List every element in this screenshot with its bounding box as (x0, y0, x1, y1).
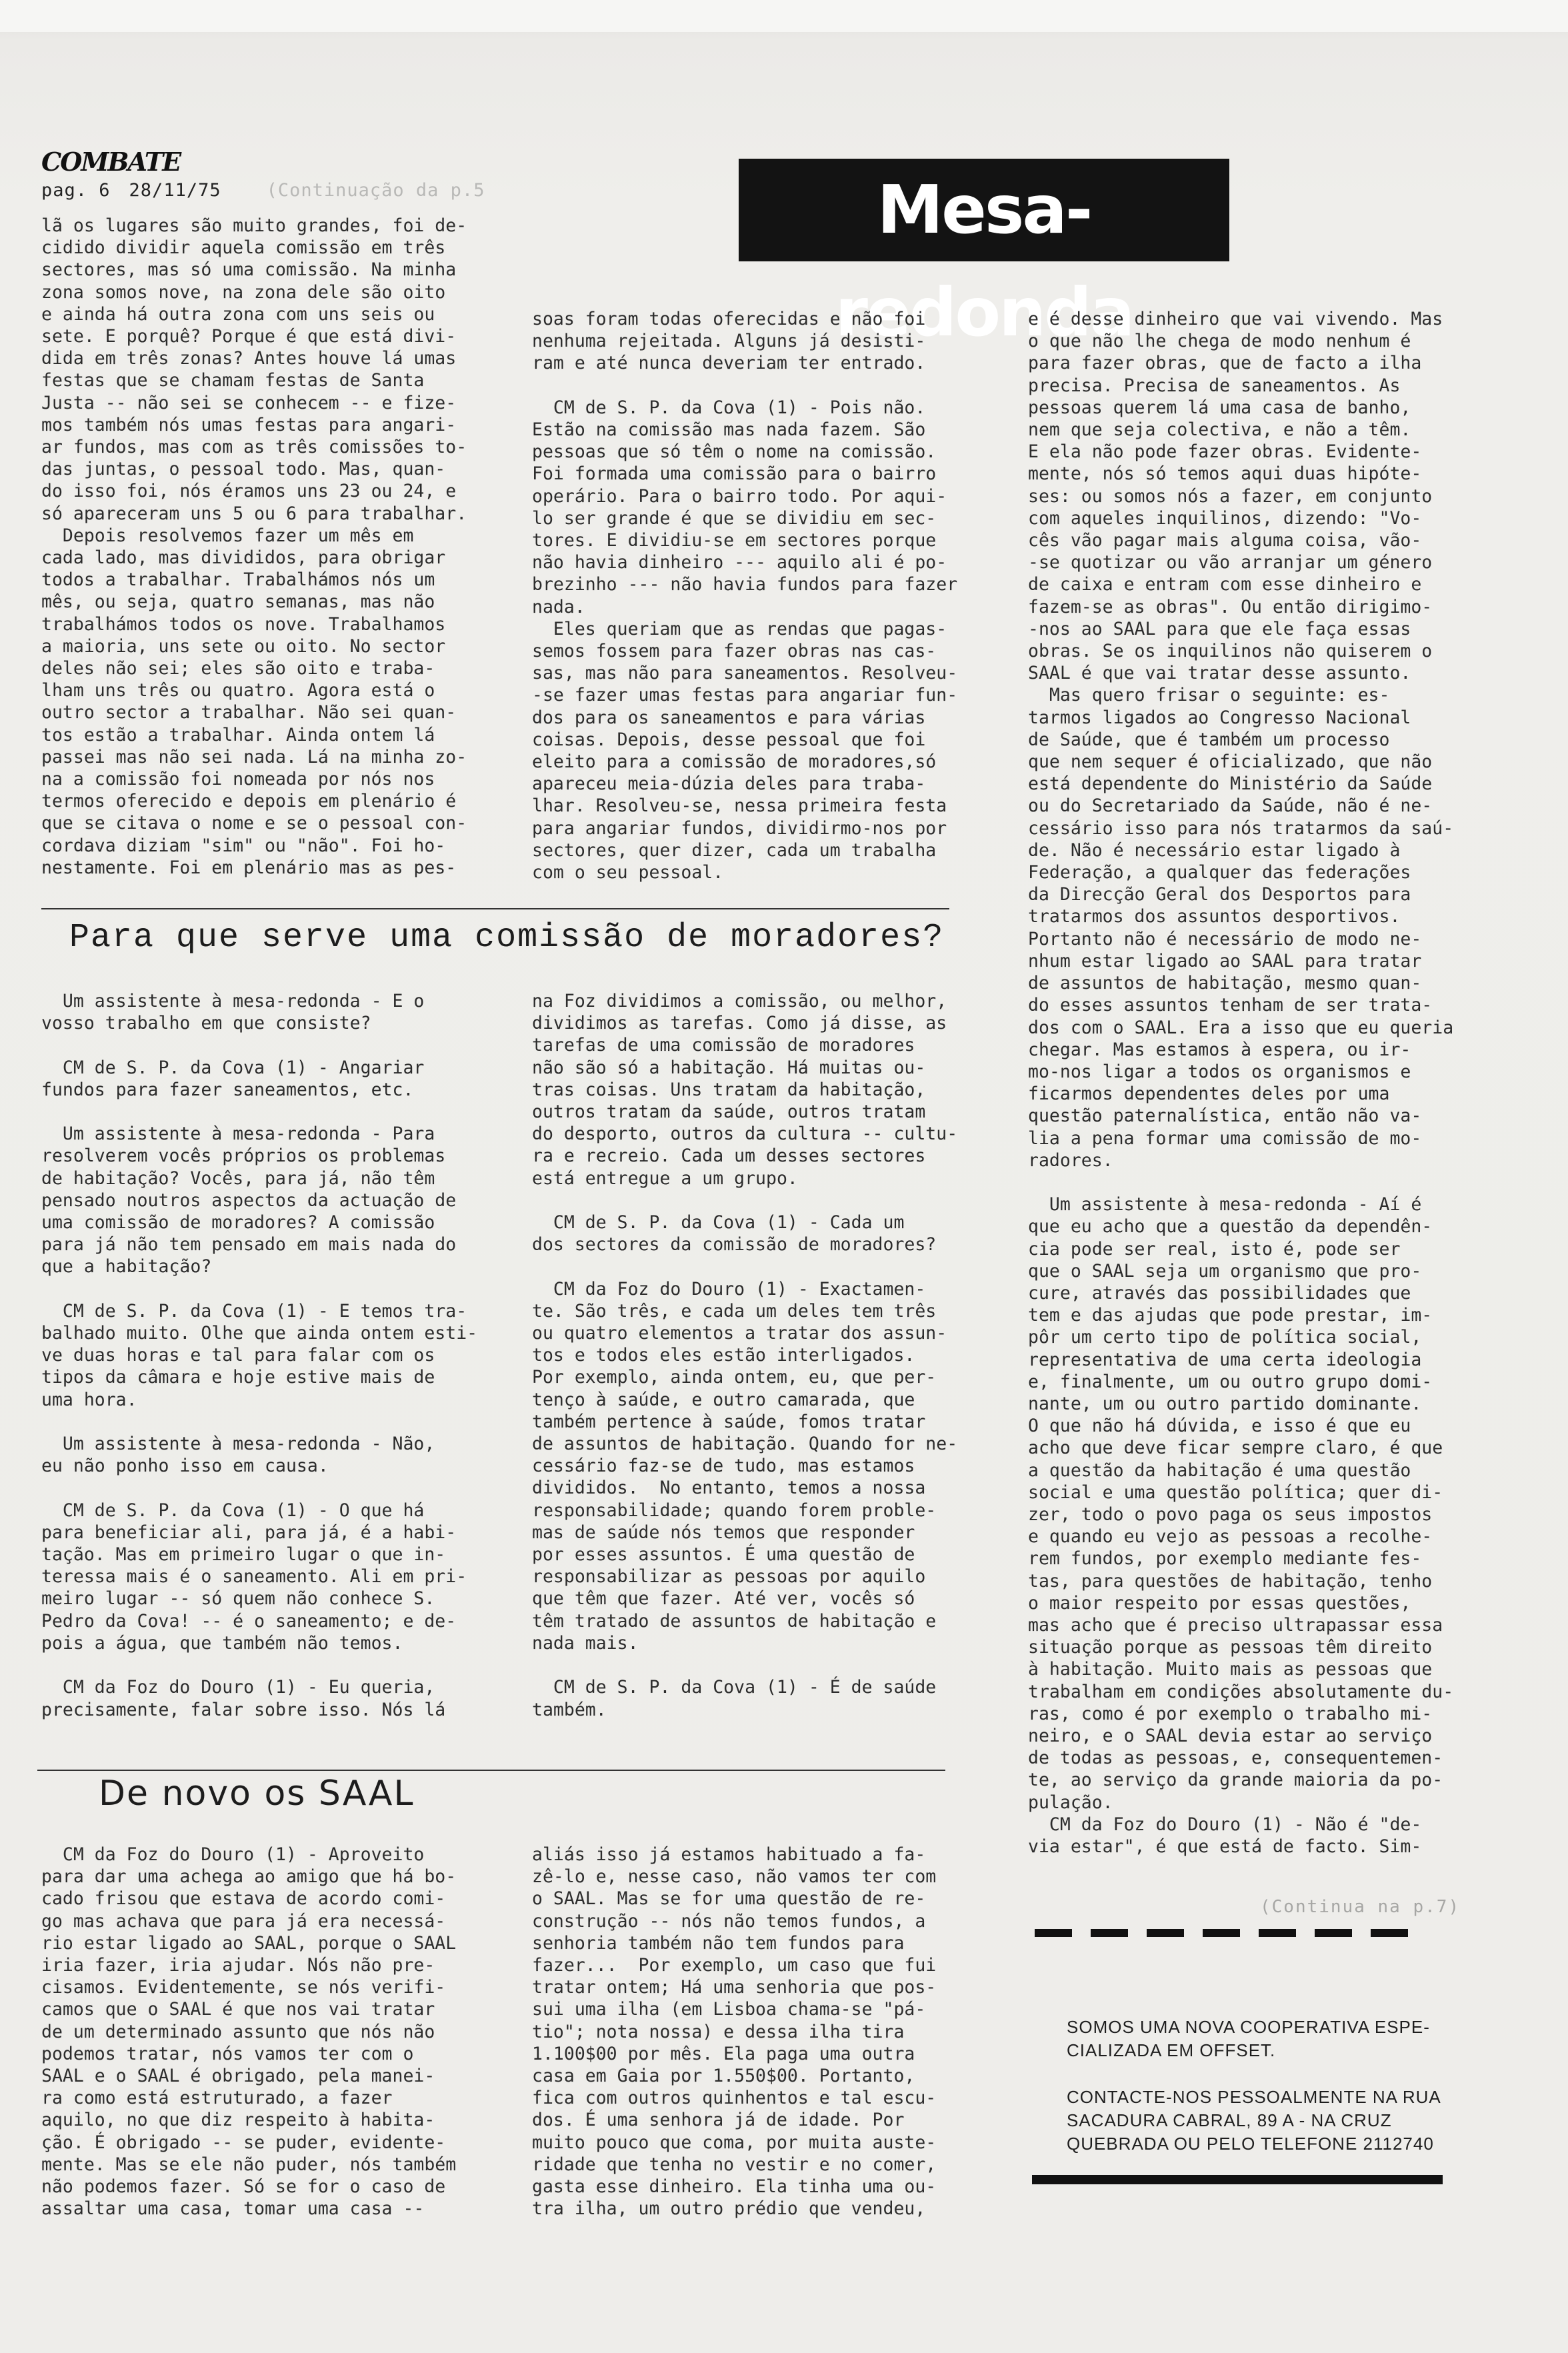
text-line: também pertence à saúde, fomos tratar (532, 1411, 926, 1432)
text-line: só apareceram uns 5 ou 6 para trabalhar. (41, 503, 467, 524)
text-line: SAAL é que vai tratar desse assunto. (1028, 663, 1411, 684)
text-line: têm tratado de assuntos de habitação e (532, 1610, 937, 1632)
text-line: social e uma questão política; quer di- (1028, 1482, 1443, 1503)
text-line: dos. É uma senhora já de idade. Por (532, 2110, 905, 2131)
text-line: nada. (532, 596, 585, 617)
text-line: outros tratam da saúde, outros tratam (532, 1101, 926, 1123)
text-line: e ainda há outra zona com uns seis ou (41, 303, 435, 325)
text-line: camos que o SAAL é que nos vai tratar (41, 1999, 435, 2020)
text-line: via estar", é que está de facto. Sim- (1028, 1836, 1422, 1858)
text-line: tratarmos dos assuntos desportivos. (1028, 906, 1401, 927)
text-line: mos também nós umas festas para angari- (41, 414, 457, 435)
text-line: meiro lugar -- só quem não conhece S. (41, 1588, 435, 1610)
text-line: uma comissão de moradores? A comissão (41, 1212, 435, 1234)
text-line: tem e das ajudas que pode prestar, im- (1028, 1305, 1433, 1326)
text-line: cado frisou que estava de acordo comi- (41, 1888, 446, 1910)
text-line: tratar ontem; Há uma senhoria que pos- (532, 1977, 937, 1998)
text-line: dos sectores da comissão de moradores? (532, 1234, 937, 1256)
section-title-saal: De novo os SAAL (99, 1774, 415, 1814)
text-line: aquilo, no que diz respeito à habita- (41, 2110, 435, 2131)
text-line: CM de S. P. da Cova (1) - É de saúde (532, 1677, 937, 1698)
text-line: casa em Gaia por 1.550$00. Portanto, (532, 2066, 915, 2087)
text-line: lo ser grande é que se dividiu em sec- (532, 507, 937, 529)
text-line: também. (532, 1699, 607, 1720)
text-line: sas, mas não para saneamentos. Resolveu- (532, 663, 958, 684)
text-line: ras, como é por exemplo o trabalho mi- (1028, 1703, 1433, 1724)
text-line: zer, todo o povo paga os seus impostos (1028, 1504, 1433, 1525)
text-line: teressa mais é o saneamento. Ali em pri- (41, 1566, 467, 1588)
text-line: CM de S. P. da Cova (1) - E temos tra- (41, 1300, 467, 1322)
text-line: fica com outros quinhentos e tal escu- (532, 2088, 937, 2109)
text-line: do esses assuntos tenham de ser trata- (1028, 995, 1433, 1016)
intro-column-2 (532, 308, 957, 883)
text-line: Um assistente à mesa-redonda - E o (41, 991, 425, 1011)
ad-dash (1035, 1929, 1072, 1937)
text-line: Federação, a qualquer das federações (1028, 862, 1411, 883)
text-line (41, 1411, 477, 1433)
text-line: tarefas de uma comissão de moradores (532, 1035, 915, 1056)
text-line: pois a água, que também não temos. (41, 1632, 403, 1654)
page-date: 28/11/75 (129, 180, 221, 201)
text-line: por esses assuntos. É uma questão de (532, 1544, 915, 1566)
text-line: Foi formada uma comissão para o bairro (532, 463, 937, 485)
text-line: precisamente, falar sobre isso. Nós lá (41, 1699, 446, 1720)
text-line: trabalhámos todos os nove. Trabalhamos (41, 613, 446, 635)
text-line: balhado muito. Olhe que ainda ontem esti- (41, 1323, 478, 1344)
text-line: sui uma ilha (em Lisboa chama-se "pá- (532, 1999, 926, 2020)
section2-column-1 (41, 1844, 456, 2220)
text-line: dividimos as tarefas. Como já disse, as (532, 1013, 947, 1034)
text-line: operário. Para o bairro todo. Por aqui- (532, 485, 947, 507)
section-title-comissao: Para que serve uma comissão de moradores? (69, 919, 945, 957)
text-line: fundos para fazer saneamentos, etc. (41, 1079, 414, 1100)
text-line: questão paternalística, então não va- (1028, 1105, 1422, 1127)
text-line: o maior respeito por essas questões, (1028, 1592, 1411, 1614)
text-line: nem que seja colectiva, e não a têm. (1028, 419, 1411, 441)
text-line: radores. (1028, 1149, 1113, 1171)
text-line: de assuntos de habitação, mesmo quan- (1028, 973, 1422, 994)
newspaper-logo: COMBATE (41, 147, 181, 177)
text-line: ridade que tenha no vestir e no comer, (532, 2154, 937, 2175)
text-line: cessário isso para nós tratarmos da saú- (1028, 817, 1454, 839)
text-line: CM da Foz do Douro (1) - Eu queria, (41, 1677, 435, 1698)
mesa-redonda-banner: Mesa-redonda (739, 159, 1229, 261)
text-line: lhar. Resolveu-se, nessa primeira festa (532, 795, 947, 817)
text-line: para já não tem pensado em mais nada do (41, 1234, 457, 1256)
text-line: zona somos nove, na zona dele são oito (41, 281, 446, 303)
text-line: semos fossem para fazer obras nas cas- (532, 641, 937, 662)
text-line: tarmos ligados ao Congresso Nacional (1028, 707, 1411, 728)
text-line: construção -- nós não temos fundos, a (532, 1910, 926, 1932)
text-line: outro sector a trabalhar. Não sei quan- (41, 702, 457, 723)
text-line: situação porque as pessoas têm direito (1028, 1637, 1433, 1658)
ad-dashed-border (1035, 1929, 1408, 1937)
text-line: O que não há dúvida, e isso é que eu (1028, 1416, 1411, 1437)
text-line: lham uns três ou quatro. Agora está o (41, 680, 435, 701)
text-line: CM da Foz do Douro (1) - Não é "de- (1028, 1814, 1422, 1835)
text-line: Portanto não é necessário de modo ne- (1028, 928, 1422, 949)
text-line (41, 1654, 477, 1676)
text-line: cisamos. Evidentemente, se nós verifi- (41, 1977, 446, 1998)
text-line: de caixa e entram com esse dinheiro e (1028, 574, 1422, 595)
text-line: de. Não é necessário estar ligado à (1028, 839, 1401, 861)
ad-dash (1147, 1929, 1184, 1937)
continua-note: (Continua na p.7) (1260, 1897, 1461, 1917)
text-line: fazem-se as obras". Ou então dirigimo- (1028, 596, 1433, 617)
text-line: E ela não pode fazer obras. Evidente- (1028, 441, 1422, 463)
text-line: sete. E porquê? Porque é que está divi- (41, 326, 457, 347)
text-line: dos para os saneamentos e para várias (532, 707, 926, 728)
text-line: -se quotizar ou vão arranjar um género (1028, 552, 1433, 573)
text-line: precisa. Precisa de saneamentos. As (1028, 375, 1401, 396)
text-line: tas, para questões de habitação, tenho (1028, 1570, 1433, 1592)
text-line: CM da Foz do Douro (1) - Exactamen- (532, 1278, 926, 1300)
text-line: ra e recreio. Cada um desses sectores (532, 1145, 926, 1167)
text-line: ou quatro elementos a tratar dos assun- (532, 1323, 947, 1344)
text-line: coisas. Depois, desse pessoal que foi (532, 729, 926, 750)
text-line: te. São três, e cada um deles tem três (532, 1300, 937, 1322)
text-line: dos com o SAAL. Era a isso que eu queria (1028, 1017, 1454, 1038)
text-line: cia pode ser real, isto é, pode ser (1028, 1238, 1401, 1260)
text-line: chegar. Mas estamos à espera, ou ir- (1028, 1039, 1411, 1060)
text-line: lã os lugares são muito grandes, foi de- (41, 215, 467, 236)
text-line (532, 375, 957, 397)
text-line: Pedro da Cova! -- é o saneamento; e de- (41, 1610, 457, 1632)
text-line: ou do Secretariado da Saúde, não é ne- (1028, 795, 1433, 817)
text-line: Um assistente à mesa-redonda - Aí é (1028, 1194, 1422, 1216)
text-line: está entregue a um grupo. (532, 1167, 798, 1189)
text-line: nestamente. Foi em plenário mas as pes- (41, 857, 457, 878)
text-line: tenço à saúde, e outro camarada, que (532, 1389, 915, 1410)
right-column (1028, 308, 1453, 1858)
text-line: iria fazer, iria ajudar. Nós não pre- (41, 1955, 435, 1976)
text-line: -se fazer umas festas para angariar fun- (532, 685, 958, 706)
text-line: não havia dinheiro --- aquilo ali é po- (532, 552, 947, 573)
text-line: representativa de uma certa ideologia (1028, 1349, 1422, 1370)
text-line: para beneficiar ali, para já, é a habi- (41, 1522, 457, 1543)
text-line: de assuntos de habitação. Quando for ne- (532, 1434, 958, 1455)
text-line: divididos. No entanto, temos a nossa (532, 1478, 926, 1499)
text-line: tores. E dividiu-se em sectores porque (532, 530, 937, 551)
text-line: com aqueles inquilinos, dizendo: "Vo- (1028, 507, 1422, 529)
text-line: mês, ou seja, quatro semanas, mas não (41, 591, 435, 613)
text-line: -nos ao SAAL para que ele faça essas (1028, 618, 1411, 639)
text-line: tio"; nota nossa) e dessa ilha tira (532, 2021, 905, 2042)
ad-line: SACADURA CABRAL, 89 A - NA CRUZ (1067, 2110, 1392, 2130)
text-line: pôr um certo tipo de política social, (1028, 1327, 1422, 1348)
text-line: não são só a habitação. Há muitas ou- (532, 1057, 926, 1078)
text-line: responsabilidade; quando forem proble- (532, 1500, 937, 1521)
text-line: obras. Se os inquilinos não quiserem o (1028, 641, 1433, 662)
text-line: Um assistente à mesa-redonda - Não, (41, 1434, 435, 1455)
text-line: deles não sei; eles são oito e traba- (41, 658, 435, 679)
text-line: nante, um ou outro partido dominante. (1028, 1393, 1422, 1414)
text-line: passei mas não sei nada. Lá na minha zo- (41, 746, 467, 767)
text-line: que a habitação? (41, 1256, 212, 1278)
text-line (532, 1190, 957, 1212)
text-line: de um determinado assunto que nós não (41, 2021, 435, 2042)
ad-bottom-rule (1032, 2175, 1443, 2184)
ad-dash (1203, 1929, 1240, 1937)
text-line: CM de S. P. da Cova (1) - Cada um (532, 1212, 905, 1234)
text-line (41, 1101, 477, 1123)
text-line: e quando eu vejo as pessoas a recolhe- (1028, 1526, 1433, 1548)
page-number: pag. 6 (41, 180, 111, 201)
text-line: CM da Foz do Douro (1) - Aproveito (41, 1844, 425, 1865)
text-line: sectores, mas só uma comissão. Na minha (41, 259, 457, 281)
text-line: sectores, quer dizer, cada um trabalha (532, 839, 937, 861)
text-line: da Direcção Geral dos Desportos para (1028, 884, 1411, 905)
text-line: rio estar ligado ao SAAL, porque o SAAL (41, 1932, 457, 1954)
text-line: ficarmos dependentes deles por uma (1028, 1083, 1390, 1105)
text-line: a questão da habitação é uma questão (1028, 1460, 1411, 1481)
text-line: mas de saúde nós temos que responder (532, 1522, 915, 1543)
text-line: pessoas querem lá uma casa de banho, (1028, 397, 1411, 418)
text-line: do desporto, outros da cultura -- cultu- (532, 1123, 958, 1145)
text-line: para fazer obras, que de facto a ilha (1028, 353, 1422, 374)
text-line: de habitação? Vocês, para já, não têm (41, 1167, 435, 1189)
ad-line: SOMOS UMA NOVA COOPERATIVA ESPE- (1067, 2017, 1430, 2037)
section1-column-1 (41, 990, 477, 1721)
intro-column-1 (41, 215, 467, 879)
text-line: do isso foi, nós éramos uns 23 ou 24, e (41, 481, 457, 502)
text-line: que o SAAL seja um organismo que pro- (1028, 1260, 1422, 1282)
text-line: apareceu meia-dúzia deles para traba- (532, 773, 926, 795)
text-line: go mas achava que para já era necessá- (41, 1910, 446, 1932)
ad-dash (1091, 1929, 1128, 1937)
text-line: tras coisas. Uns tratam da habitação, (532, 1079, 926, 1100)
text-line: rem fundos, por exemplo mediante fes- (1028, 1548, 1422, 1570)
ad-dash (1371, 1929, 1408, 1937)
text-line: tação. Mas em primeiro lugar o que in- (41, 1544, 446, 1566)
text-line: responsabilizar as pessoas por aquilo (532, 1566, 926, 1588)
text-line: Por exemplo, ainda ontem, eu, que per- (532, 1367, 937, 1388)
text-line: festas que se chamam festas de Santa (41, 370, 425, 391)
text-line: Eles queriam que as rendas que pagas- (532, 618, 947, 639)
text-line: tos estão a trabalhar. Ainda ontem lá (41, 724, 435, 745)
ad-line: QUEBRADA OU PELO TELEFONE 2112740 (1067, 2134, 1434, 2154)
text-line: Um assistente à mesa-redonda - Para (41, 1123, 435, 1145)
section2-column-2 (532, 1844, 936, 2220)
text-line: pensado noutros aspectos da actuação de (41, 1190, 457, 1211)
text-line: que eu acho que a questão da dependên- (1028, 1216, 1433, 1238)
text-line: soas foram todas oferecidas e não foi (532, 309, 926, 329)
text-line (1028, 1171, 1453, 1194)
text-line: CM de S. P. da Cova (1) - Pois não. (532, 397, 926, 418)
text-line: muito pouco que coma, por muita auste- (532, 2132, 937, 2153)
text-line: vosso trabalho em que consiste? (41, 1013, 371, 1034)
text-line: tipos da câmara e hoje estive mais de (41, 1367, 435, 1388)
text-line: assaltar uma casa, tomar uma casa -- (41, 2198, 425, 2220)
text-line: não podemos fazer. Só se for o caso de (41, 2176, 446, 2198)
text-line (41, 1034, 477, 1056)
text-line: na Foz dividimos a comissão, ou melhor, (532, 991, 947, 1011)
text-line: todos a trabalhar. Trabalhámos nós um (41, 569, 435, 591)
text-line: neiro, e o SAAL devia estar ao serviço (1028, 1726, 1433, 1746)
text-line: cure, através das possibilidades que (1028, 1282, 1411, 1304)
text-line: o SAAL. Mas se for uma questão de re- (532, 1888, 926, 1910)
text-line: lia a pena formar uma comissão de mo- (1028, 1127, 1422, 1149)
text-line: mente. Mas se ele não puder, nós também (41, 2154, 457, 2175)
text-line: podemos tratar, nós vamos ter com o (41, 2043, 414, 2064)
text-line: e, finalmente, um ou outro grupo domi- (1028, 1371, 1433, 1392)
text-line (41, 1477, 477, 1499)
text-line: nhum estar ligado ao SAAL para tratar (1028, 950, 1422, 971)
page-header (41, 180, 503, 201)
text-line: eleito para a comissão de moradores,só (532, 751, 937, 773)
ad-line: CONTACTE-NOS PESSOALMENTE NA RUA (1067, 2087, 1441, 2107)
scan-top-edge (0, 0, 1568, 32)
text-line: gasta esse dinheiro. Ela tinha uma ou- (532, 2176, 937, 2198)
text-line: resolverem vocês próprios os problemas (41, 1145, 446, 1167)
text-line: eu não ponho isso em causa. (41, 1456, 329, 1477)
text-line: de todas as pessoas, e, consequentemen- (1028, 1748, 1443, 1769)
text-line (41, 1278, 477, 1300)
text-line: zê-lo e, nesse caso, não vamos ter com (532, 1866, 937, 1888)
text-line: Mas quero frisar o seguinte: es- (1028, 685, 1390, 706)
section-divider-1 (41, 908, 949, 909)
text-line: uma hora. (41, 1389, 137, 1410)
text-line: dida em três zonas? Antes houve lá umas (41, 348, 457, 369)
text-line: ses: ou somos nós a fazer, em conjunto (1028, 485, 1433, 507)
text-line (532, 1654, 957, 1676)
text-line: 1.100$00 por mês. Ela paga uma outra (532, 2043, 915, 2064)
text-line: aliás isso já estamos habituado a fa- (532, 1844, 926, 1865)
text-line: das juntas, o pessoal todo. Mas, quan- (41, 459, 446, 480)
text-line: de Saúde, que é também um processo (1028, 729, 1390, 750)
text-line: ram e até nunca deveriam ter entrado. (532, 353, 926, 374)
text-line: que nem sequer é oficializado, que não (1028, 751, 1433, 773)
ad-spacer (1067, 2062, 1441, 2086)
text-line: nada mais. (532, 1632, 639, 1654)
text-line: ra como está estruturado, a fazer (41, 2088, 393, 2109)
advertisement (1067, 2016, 1441, 2156)
ad-dash (1259, 1929, 1296, 1937)
text-line: que têm que fazer. Até ver, vocês só (532, 1588, 915, 1610)
text-line: te, ao serviço da grande maioria da po- (1028, 1770, 1443, 1791)
text-line: acho que deve ficar sempre claro, é que (1028, 1438, 1443, 1459)
ad-dash (1315, 1929, 1352, 1937)
section1-column-2 (532, 990, 957, 1721)
text-line: na a comissão foi nomeada por nós nos (41, 769, 435, 790)
text-line: tra ilha, um outro prédio que vendeu, (532, 2198, 926, 2220)
text-line: CM de S. P. da Cova (1) - O que há (41, 1500, 425, 1521)
text-line: CM de S. P. da Cova (1) - Angariar (41, 1057, 425, 1078)
text-line: cordava diziam "sim" ou "não". Foi ho- (41, 835, 446, 856)
text-line: brezinho --- não havia fundos para fazer (532, 574, 958, 595)
text-line: Depois resolvemos fazer um mês em (41, 525, 414, 546)
text-line: cês vão pagar mais alguma coisa, vão- (1028, 530, 1422, 551)
text-line: mo-nos ligar a todos os organismos e (1028, 1061, 1411, 1082)
text-line: cidido dividir aquela comissão em três (41, 237, 446, 259)
continuation-note-faint: (Continuação da p.5 (266, 180, 485, 201)
text-line: trabalham em condições absolutamente du- (1028, 1681, 1454, 1702)
text-line: para angariar fundos, dividirmo-nos por (532, 817, 947, 839)
text-line: ve duas horas e tal para falar com os (41, 1345, 435, 1366)
text-line: termos oferecido e depois em plenário é (41, 791, 457, 812)
text-line: que se citava o nome e se o pessoal con- (41, 813, 467, 834)
text-line: à habitação. Muito mais as pessoas que (1028, 1659, 1433, 1680)
text-line: nenhuma rejeitada. Alguns já desisti- (532, 331, 926, 352)
ad-line: CIALIZADA EM OFFSET. (1067, 2040, 1276, 2060)
text-line: Estão na comissão mas nada fazem. São (532, 419, 926, 441)
text-line: ção. É obrigado -- se puder, evidente- (41, 2132, 446, 2153)
text-line: mente, nós só temos aqui duas hipóte- (1028, 463, 1422, 485)
text-line: pulação. (1028, 1792, 1113, 1813)
text-line: com o seu pessoal. (532, 862, 724, 883)
text-line: cada lado, mas divididos, para obrigar (41, 547, 446, 569)
text-line: fazer... Por exemplo, um caso que fui (532, 1955, 937, 1976)
text-line: mas acho que é preciso ultrapassar essa (1028, 1614, 1443, 1636)
text-line: o que não lhe chega de modo nenhum é (1028, 331, 1411, 352)
text-line: cessário faz-se de tudo, mas estamos (532, 1456, 915, 1477)
text-line (532, 1256, 957, 1278)
section-divider-2 (37, 1770, 945, 1771)
text-line: pessoas que só têm o nome na comissão. (532, 441, 937, 463)
text-line: e é desse dinheiro que vai vivendo. Mas (1028, 309, 1443, 329)
text-line: está dependente do Ministério da Saúde (1028, 773, 1433, 795)
text-line: Justa -- não sei se conhecem -- e fize- (41, 392, 457, 413)
text-line: a maioria, uns sete ou oito. No sector (41, 635, 446, 657)
text-line: SAAL e o SAAL é obrigado, pela manei- (41, 2066, 435, 2087)
text-line: ar fundos, mas com as três comissões to- (41, 437, 467, 458)
text-line: senhoria também não tem fundos para (532, 1932, 905, 1954)
text-line: tos e todos eles estão interligados. (532, 1345, 915, 1366)
text-line: para dar uma achega ao amigo que há bo- (41, 1866, 457, 1888)
